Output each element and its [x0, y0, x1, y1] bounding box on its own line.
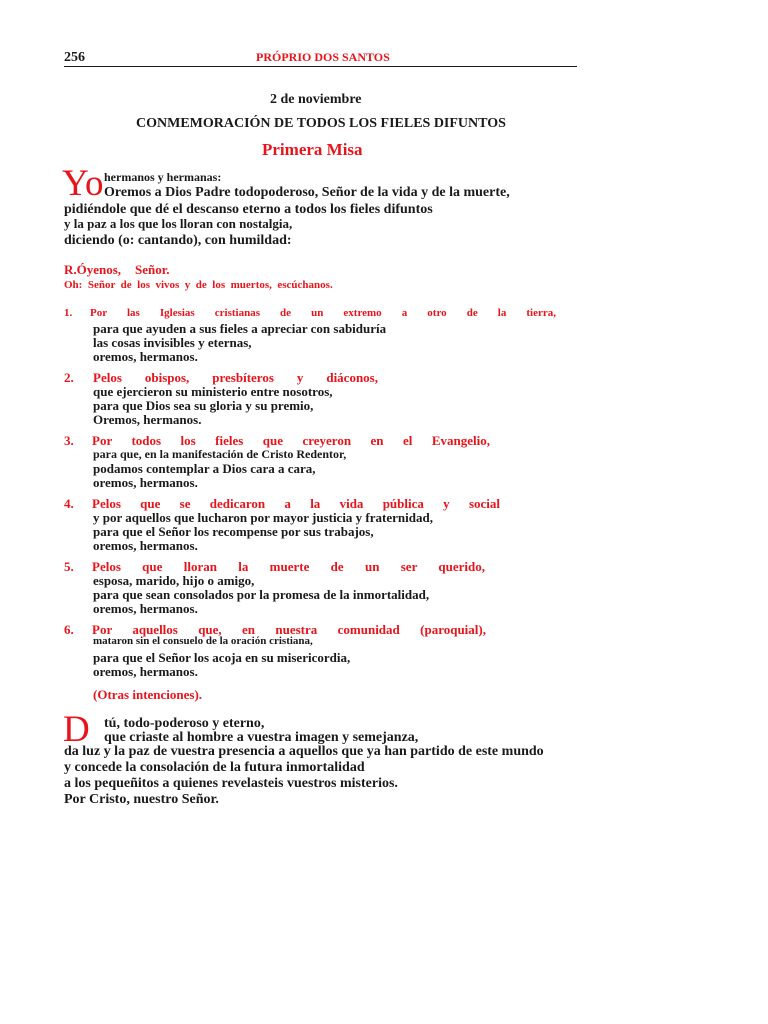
- petition-4-line-2: para que el Señor los recompense por sus trabajos,: [93, 524, 374, 539]
- petition-5-line-1: esposa, marido, hijo o amigo,: [93, 573, 255, 588]
- header-rule: [64, 66, 577, 67]
- intro-line-1: hermanos y hermanas:: [104, 170, 222, 184]
- intro-line-2: Oremos a Dios Padre todopoderoso, Señor de la vida y de la muerte,: [104, 185, 510, 200]
- petition-1-head: Por las Iglesias cristianas de un extremo a otro de la tierra,: [90, 307, 556, 319]
- petition-6-line-1: mataron sin el consuelo de la oración cristiana,: [93, 635, 313, 647]
- petition-6-number: 6.: [64, 622, 74, 637]
- intro-dropcap: Yo: [62, 163, 104, 204]
- closing-line-5: a los pequeñitos a quienes revelasteis vuestros misterios.: [64, 776, 398, 791]
- petition-3-line-2: podamos contemplar a Dios cara a cara,: [93, 461, 316, 476]
- petition-1-line-1: para que ayuden a sus fieles a apreciar con sabiduría: [93, 321, 387, 336]
- petition-2-line-2: para que Dios sea su gloria y su premio,: [93, 398, 314, 413]
- petition-6-line-2: para que el Señor los acoja en su misericordia,: [93, 650, 351, 665]
- closing-line-3: da luz y la paz de vuestra presencia a aquellos que ya han partido de este mundo: [64, 744, 544, 759]
- petition-1-line-2: las cosas invisibles y eternas,: [93, 335, 252, 350]
- petition-5-head: Pelos que lloran la muerte de un ser querido,: [92, 559, 485, 574]
- petition-6-head: Por aquellos que, en nuestra comunidad (paroquial),: [92, 622, 486, 637]
- petition-1-line-3: oremos, hermanos.: [93, 349, 198, 364]
- date-heading: 2 de noviembre: [270, 92, 362, 107]
- response-text: Señor.: [135, 262, 170, 277]
- intro-line-4: y la paz a los que los lloran con nostalgia,: [64, 216, 293, 231]
- closing-line-4: y concede la consolación de la futura inmortalidad: [64, 760, 365, 775]
- response-label: R.Óyenos,: [64, 262, 122, 277]
- petition-5-number: 5.: [64, 559, 74, 574]
- petition-4-line-3: oremos, hermanos.: [93, 538, 198, 553]
- petition-2-line-3: Oremos, hermanos.: [93, 412, 202, 427]
- other-intentions: (Otras intenciones).: [93, 687, 203, 702]
- petition-4-number: 4.: [64, 496, 74, 511]
- closing-line-6: Por Cristo, nuestro Señor.: [64, 792, 219, 807]
- response-oh-line: Oh: Señor de los vivos y de los muertos, escúchanos.: [64, 279, 333, 291]
- petition-5-line-2: para que sean consolados por la promesa de la inmortalidad,: [93, 587, 430, 602]
- petition-2-head: Pelos obispos, presbíteros y diáconos,: [93, 370, 378, 385]
- petition-3-line-1: para que, en la manifestación de Cristo Redentor,: [93, 447, 347, 461]
- petition-1-number: 1.: [64, 307, 73, 319]
- petition-2-line-1: que ejercieron su ministerio entre nosotros,: [93, 384, 333, 399]
- closing-dropcap: D: [63, 709, 90, 750]
- closing-line-1: tú, todo-poderoso y eterno,: [104, 716, 265, 731]
- petition-5-line-3: oremos, hermanos.: [93, 601, 198, 616]
- petition-2-number: 2.: [64, 370, 74, 385]
- feast-title: CONMEMORACIÓN DE TODOS LOS FIELES DIFUNTOS: [136, 116, 506, 131]
- mass-title: Primera Misa: [262, 140, 363, 159]
- petition-3-number: 3.: [64, 433, 74, 448]
- petition-4-line-1: y por aquellos que lucharon por mayor justicia y fraternidad,: [93, 510, 433, 525]
- intro-line-5: diciendo (o: cantando), con humildad:: [64, 233, 292, 248]
- page-number: 256: [64, 50, 85, 65]
- petition-3-head: Por todos los fieles que creyeron en el Evangelio,: [92, 433, 490, 448]
- petition-6-line-3: oremos, hermanos.: [93, 664, 198, 679]
- petition-4-head: Pelos que se dedicaron a la vida pública y social: [92, 496, 500, 511]
- running-title: PRÓPRIO DOS SANTOS: [256, 50, 390, 64]
- petition-3-line-3: oremos, hermanos.: [93, 475, 198, 490]
- closing-line-2: que criaste al hombre a vuestra imagen y semejanza,: [104, 730, 419, 745]
- intro-line-3: pidiéndole que dé el descanso eterno a todos los fieles difuntos: [64, 202, 433, 217]
